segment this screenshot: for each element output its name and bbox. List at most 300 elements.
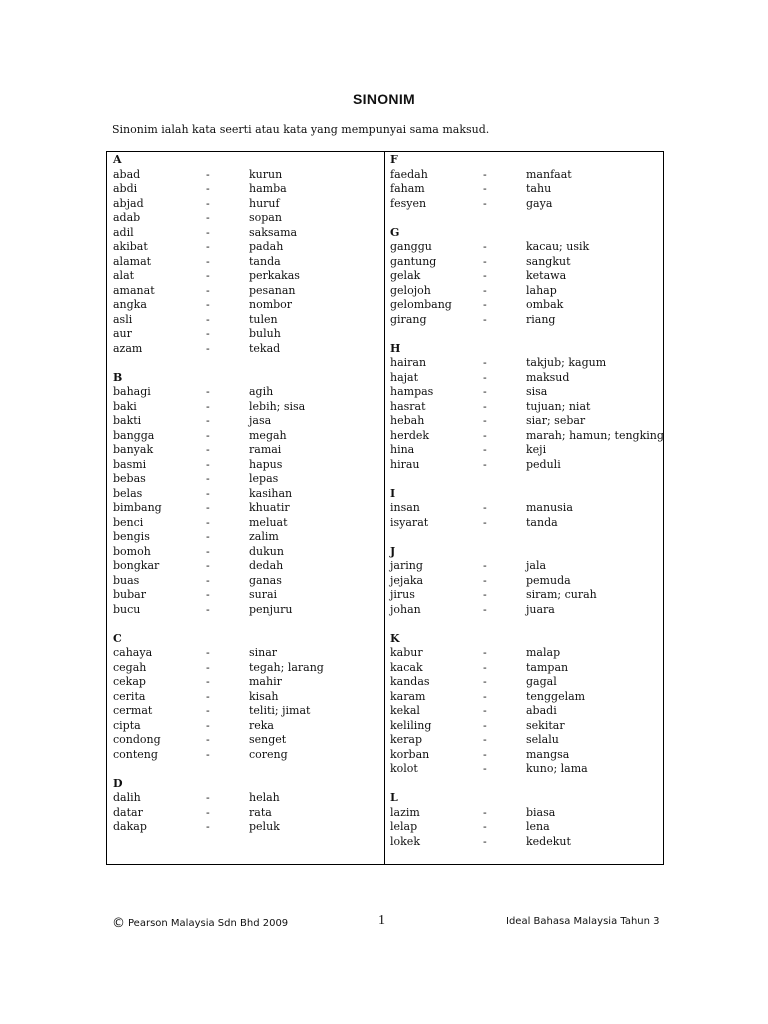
synonym: sopan <box>249 211 282 224</box>
dash: - <box>483 254 487 268</box>
dash: - <box>483 370 487 384</box>
synonym: mahir <box>249 675 282 688</box>
word: lazim <box>390 805 420 819</box>
synonym-row <box>113 530 378 545</box>
section-letter: C <box>113 631 122 645</box>
section-letter: F <box>390 153 398 166</box>
synonym: kurun <box>249 167 283 181</box>
synonym-row <box>390 719 662 734</box>
dash: - <box>483 515 487 529</box>
synonym: kacau; usik <box>526 240 590 253</box>
left-column <box>113 153 378 835</box>
page-number: 1 <box>378 913 385 928</box>
dash: - <box>483 385 487 398</box>
dash: - <box>206 689 210 703</box>
section-gap <box>390 777 662 792</box>
word: alat <box>113 269 135 282</box>
word: hina <box>390 443 415 456</box>
word: cekap <box>113 675 146 688</box>
word: abdi <box>113 182 138 195</box>
synonym-row <box>113 748 378 763</box>
word: banyak <box>113 443 154 456</box>
synonym: senget <box>249 733 287 746</box>
dash: - <box>206 457 210 471</box>
synonym-row <box>390 661 662 676</box>
word: insan <box>390 501 420 514</box>
dash: - <box>206 646 210 659</box>
synonym: coreng <box>249 747 288 761</box>
synonym: lahap <box>526 283 557 297</box>
dash: - <box>483 443 487 456</box>
synonym: perkakas <box>249 269 300 282</box>
word: benci <box>113 515 144 529</box>
dash: - <box>483 820 487 833</box>
synonym: jasa <box>249 414 272 427</box>
dash: - <box>483 312 487 326</box>
synonym-row <box>113 733 378 748</box>
dash: - <box>206 312 210 326</box>
word: hasrat <box>390 399 426 413</box>
synonym: lena <box>526 820 550 833</box>
word: bahagi <box>113 385 151 398</box>
word: johan <box>390 602 421 616</box>
synonym-row <box>390 385 662 400</box>
word: abjad <box>113 196 144 210</box>
synonym-row <box>390 269 662 284</box>
synonym-row <box>113 414 378 429</box>
synonym-row <box>390 371 662 386</box>
dash: - <box>206 820 210 833</box>
synonym: dedah <box>249 559 284 572</box>
dash: - <box>483 182 487 195</box>
section-letter: I <box>390 486 396 500</box>
dash: - <box>483 457 487 471</box>
synonym-row <box>390 400 662 415</box>
synonym: gagal <box>526 675 557 688</box>
synonym: manfaat <box>526 167 572 181</box>
synonym-row <box>390 588 662 603</box>
synonym-row <box>113 240 378 255</box>
word: hairan <box>390 356 427 369</box>
synonym-row <box>113 820 378 835</box>
synonym-row <box>113 313 378 328</box>
word: hampas <box>390 385 434 398</box>
dash: - <box>483 602 487 616</box>
synonym-row <box>390 501 662 516</box>
synonym-row <box>113 255 378 270</box>
word: adil <box>113 225 134 239</box>
dash: - <box>483 733 487 746</box>
synonym-row <box>113 791 378 806</box>
synonym-row <box>113 704 378 719</box>
word: conteng <box>113 747 158 761</box>
dash: - <box>206 443 210 456</box>
section-letter: J <box>390 544 396 558</box>
dash: - <box>483 805 487 819</box>
word: hebah <box>390 414 425 427</box>
word: hajat <box>390 370 419 384</box>
synonym-row <box>113 806 378 821</box>
word: bomoh <box>113 544 151 558</box>
synonym-row <box>113 327 378 342</box>
synonym: hapus <box>249 457 283 471</box>
word: bubar <box>113 588 146 601</box>
word: bucu <box>113 602 141 616</box>
dash: - <box>483 646 487 659</box>
synonym: sekitar <box>526 718 565 732</box>
synonym-row <box>113 501 378 516</box>
dash: - <box>206 704 210 717</box>
synonym-row <box>390 284 662 299</box>
synonym-row <box>390 458 662 473</box>
dash: - <box>483 298 487 311</box>
synonym: juara <box>526 602 555 616</box>
synonym-row <box>113 182 378 197</box>
synonym-row <box>390 443 662 458</box>
synonym: mangsa <box>526 747 570 761</box>
word: faedah <box>390 167 428 181</box>
section-gap <box>390 530 662 545</box>
dash: - <box>483 269 487 282</box>
synonym-table <box>106 151 664 865</box>
synonym-row <box>113 661 378 676</box>
synonym: siram; curah <box>526 588 597 601</box>
synonym: sangkut <box>526 254 571 268</box>
dash: - <box>206 385 210 398</box>
dash: - <box>483 501 487 514</box>
synonym: saksama <box>249 225 298 239</box>
word: bongkar <box>113 559 160 572</box>
synonym: pesanan <box>249 283 296 297</box>
synonym: khuatir <box>249 501 290 514</box>
dash: - <box>206 472 210 485</box>
dash: - <box>206 544 210 558</box>
synonym: manusia <box>526 501 573 514</box>
word: ganggu <box>390 240 432 253</box>
dash: - <box>206 283 210 297</box>
dash: - <box>483 588 487 601</box>
page-title: SINONIM <box>353 91 415 107</box>
dash: - <box>206 573 210 587</box>
word: cerita <box>113 689 146 703</box>
synonym-row <box>390 559 662 574</box>
dash: - <box>483 689 487 703</box>
synonym: sisa <box>526 385 548 398</box>
synonym-row <box>390 820 662 835</box>
synonym-row <box>390 733 662 748</box>
synonym: teliti; jimat <box>249 704 311 717</box>
synonym-row <box>390 603 662 618</box>
word: amanat <box>113 283 155 297</box>
synonym: ramai <box>249 443 282 456</box>
synonym-row <box>113 385 378 400</box>
synonym: peduli <box>526 457 561 471</box>
word: gelak <box>390 269 421 282</box>
word: basmi <box>113 457 147 471</box>
section-gap <box>390 472 662 487</box>
dash: - <box>206 414 210 427</box>
synonym: siar; sebar <box>526 414 586 427</box>
word: korban <box>390 747 430 761</box>
word: kerap <box>390 733 423 746</box>
word: lokek <box>390 834 420 848</box>
section-gap <box>390 211 662 226</box>
footer-copyright <box>112 916 288 931</box>
section-letter: G <box>390 225 400 239</box>
dash: - <box>206 240 210 253</box>
dash: - <box>483 240 487 253</box>
section-gap <box>113 762 378 777</box>
dash: - <box>206 515 210 529</box>
word: bakti <box>113 414 142 427</box>
word: abad <box>113 167 141 181</box>
synonym-row <box>390 748 662 763</box>
synonym: keji <box>526 443 547 456</box>
synonym-row <box>390 646 662 661</box>
dash: - <box>206 399 210 413</box>
section-letter: B <box>113 370 123 384</box>
word: datar <box>113 805 143 819</box>
synonym: penjuru <box>249 602 293 616</box>
dash: - <box>206 196 210 210</box>
synonym: sinar <box>249 646 278 659</box>
word: jirus <box>390 588 415 601</box>
synonym-row <box>390 806 662 821</box>
synonym-row <box>113 545 378 560</box>
synonym: meluat <box>249 515 288 529</box>
synonym: tegah; larang <box>249 660 324 674</box>
word: angka <box>113 298 147 311</box>
synonym: tanda <box>249 254 281 268</box>
dash: - <box>483 428 487 442</box>
synonym: pemuda <box>526 573 571 587</box>
synonym: ketawa <box>526 269 567 282</box>
word: kabur <box>390 646 423 659</box>
synonym: biasa <box>526 805 556 819</box>
synonym: ganas <box>249 573 282 587</box>
dash: - <box>483 762 487 775</box>
synonym-row <box>113 197 378 212</box>
word: bengis <box>113 530 150 543</box>
dash: - <box>206 341 210 355</box>
dash: - <box>206 182 210 195</box>
word: cipta <box>113 718 141 732</box>
synonym-row <box>390 240 662 255</box>
word: kacak <box>390 660 423 674</box>
synonym-row <box>113 400 378 415</box>
synonym-row <box>113 559 378 574</box>
synonym-row <box>113 284 378 299</box>
synonym-row <box>390 429 662 444</box>
synonym-row <box>113 646 378 661</box>
word: buas <box>113 573 140 587</box>
section-gap <box>390 327 662 342</box>
synonym-row <box>390 356 662 371</box>
word: bangga <box>113 428 155 442</box>
synonym: agih <box>249 385 274 398</box>
synonym: tulen <box>249 312 278 326</box>
word: cahaya <box>113 646 153 659</box>
word: isyarat <box>390 515 429 529</box>
synonym: huruf <box>249 196 280 210</box>
synonym-row <box>390 414 662 429</box>
synonym-row <box>390 516 662 531</box>
synonym-row <box>113 429 378 444</box>
synonym: jala <box>526 559 547 572</box>
section-letter: H <box>390 341 401 355</box>
dash: - <box>206 327 210 340</box>
synonym-row <box>390 704 662 719</box>
synonym: nombor <box>249 298 293 311</box>
word: cermat <box>113 704 153 717</box>
dash: - <box>206 211 210 224</box>
section-letter: D <box>113 776 123 790</box>
dash: - <box>206 747 210 761</box>
dash: - <box>483 834 487 848</box>
synonym-row <box>390 298 662 313</box>
synonym: tenggelam <box>526 689 586 703</box>
synonym: kisah <box>249 689 279 703</box>
synonym-row <box>390 255 662 270</box>
word: azam <box>113 341 143 355</box>
synonym: buluh <box>249 327 281 340</box>
synonym-row <box>390 182 662 197</box>
synonym: tekad <box>249 341 281 355</box>
synonym: malap <box>526 646 561 659</box>
synonym-row <box>390 197 662 212</box>
synonym: tanda <box>526 515 558 529</box>
dash: - <box>483 675 487 688</box>
synonym: ombak <box>526 298 564 311</box>
dash: - <box>206 588 210 601</box>
synonym-row <box>113 675 378 690</box>
word: karam <box>390 689 426 703</box>
synonym: hamba <box>249 182 287 195</box>
dash: - <box>206 675 210 688</box>
word: akibat <box>113 240 148 253</box>
synonym: helah <box>249 791 280 804</box>
dash: - <box>483 196 487 210</box>
dash: - <box>206 791 210 804</box>
dash: - <box>483 660 487 674</box>
section-letter: A <box>113 153 122 166</box>
synonym-row <box>113 298 378 313</box>
dash: - <box>483 356 487 369</box>
dash: - <box>206 602 210 616</box>
word: kolot <box>390 762 418 775</box>
word: gantung <box>390 254 437 268</box>
footer-book-title: Ideal Bahasa Malaysia Tahun 3 <box>506 916 660 927</box>
dash: - <box>206 167 210 181</box>
section-gap <box>113 356 378 371</box>
right-column <box>390 153 662 849</box>
word: faham <box>390 182 425 195</box>
synonym: surai <box>249 588 278 601</box>
section-letter: K <box>390 631 400 645</box>
dash: - <box>483 559 487 572</box>
word: belas <box>113 486 143 500</box>
dash: - <box>483 704 487 717</box>
dash: - <box>206 225 210 239</box>
synonym-row <box>390 835 662 850</box>
dash: - <box>206 733 210 746</box>
synonym: reka <box>249 718 274 732</box>
dash: - <box>206 559 210 572</box>
synonym: dukun <box>249 544 284 558</box>
synonym: takjub; kagum <box>526 356 607 369</box>
dash: - <box>206 660 210 674</box>
word: dalih <box>113 791 141 804</box>
dash: - <box>206 501 210 514</box>
synonym-row <box>390 675 662 690</box>
synonym: rata <box>249 805 272 819</box>
synonym-row <box>390 313 662 328</box>
synonym-row <box>390 168 662 183</box>
footer-publisher: Pearson Malaysia Sdn Bhd 2009 <box>128 918 289 929</box>
word: jejaka <box>390 573 424 587</box>
synonym-row <box>113 690 378 705</box>
synonym: gaya <box>526 196 553 210</box>
dash: - <box>483 718 487 732</box>
dash: - <box>206 530 210 543</box>
word: alamat <box>113 254 152 268</box>
dash: - <box>483 283 487 297</box>
copyright-icon: © <box>112 916 125 931</box>
synonym: kuno; lama <box>526 762 588 775</box>
synonym: peluk <box>249 820 280 833</box>
synonym-row <box>390 574 662 589</box>
word: baki <box>113 399 137 413</box>
word: hirau <box>390 457 420 471</box>
dash: - <box>206 269 210 282</box>
section-gap <box>390 617 662 632</box>
synonym-row <box>113 719 378 734</box>
dash: - <box>483 414 487 427</box>
word: kandas <box>390 675 430 688</box>
word: herdek <box>390 428 430 442</box>
synonym-row <box>113 472 378 487</box>
word: asli <box>113 312 133 326</box>
word: gelombang <box>390 298 452 311</box>
dash: - <box>206 254 210 268</box>
synonym-row <box>113 516 378 531</box>
word: lelap <box>390 820 418 833</box>
dash: - <box>206 428 210 442</box>
synonym-row <box>113 487 378 502</box>
synonym-row <box>390 762 662 777</box>
word: cegah <box>113 660 147 674</box>
synonym: selalu <box>526 733 559 746</box>
dash: - <box>206 805 210 819</box>
synonym-row <box>113 269 378 284</box>
synonym-row <box>113 226 378 241</box>
synonym: kedekut <box>526 834 571 848</box>
word: gelojoh <box>390 283 431 297</box>
word: aur <box>113 327 132 340</box>
synonym-row <box>113 458 378 473</box>
word: bimbang <box>113 501 162 514</box>
synonym: tujuan; niat <box>526 399 591 413</box>
dash: - <box>206 718 210 732</box>
synonym: lebih; sisa <box>249 399 306 413</box>
synonym-row <box>113 168 378 183</box>
dash: - <box>483 747 487 761</box>
synonym: riang <box>526 312 556 326</box>
synonym-row <box>113 588 378 603</box>
synonym-row <box>113 342 378 357</box>
synonym: megah <box>249 428 287 442</box>
word: keliling <box>390 718 432 732</box>
